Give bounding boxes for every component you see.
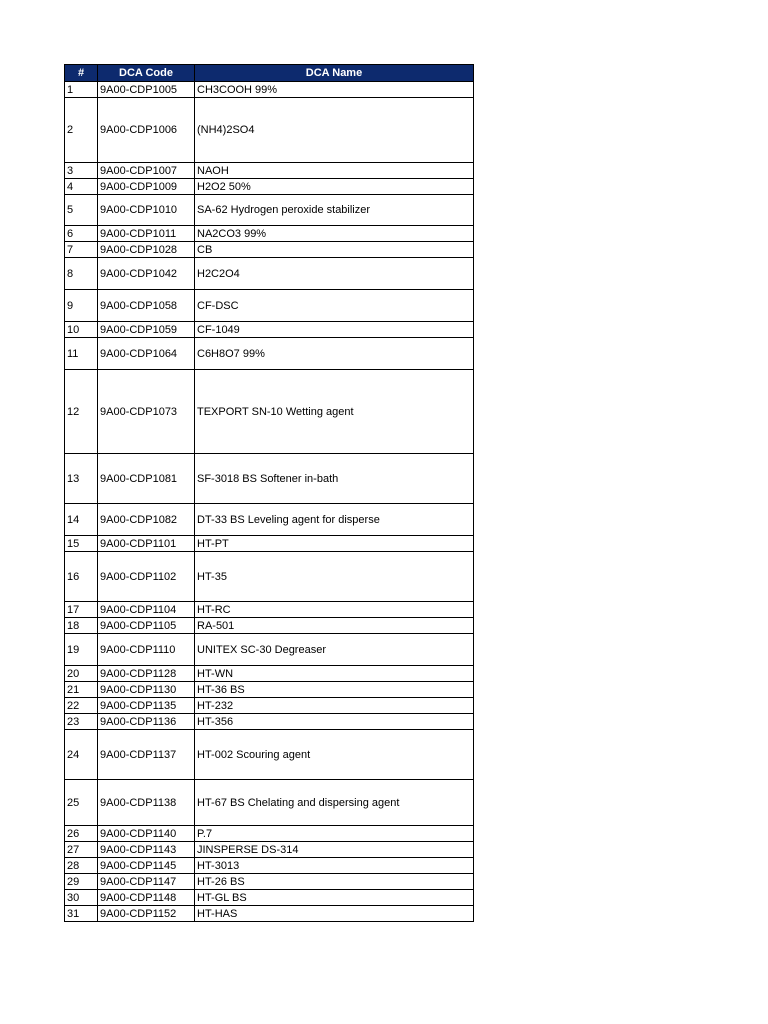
dca-name-cell: HT-36 BS (195, 682, 474, 698)
dca-code-cell: 9A00-CDP1005 (98, 82, 195, 98)
dca-code-cell: 9A00-CDP1007 (98, 163, 195, 179)
dca-name-cell: HT-3013 (195, 858, 474, 874)
row-number-cell: 21 (65, 682, 98, 698)
table-row (65, 730, 474, 780)
dca-table (64, 64, 474, 922)
dca-code-cell: 9A00-CDP1140 (98, 826, 195, 842)
row-number-cell: 26 (65, 826, 98, 842)
table-row (65, 826, 474, 842)
dca-name-cell: HT-26 BS (195, 874, 474, 890)
table-row (65, 242, 474, 258)
dca-name-cell: UNITEX SC-30 Degreaser (195, 634, 474, 666)
dca-name-cell: JINSPERSE DS-314 (195, 842, 474, 858)
table-row (65, 322, 474, 338)
table-row (65, 780, 474, 826)
table-row (65, 666, 474, 682)
dca-name-cell: CF-DSC (195, 290, 474, 322)
row-number-cell: 11 (65, 338, 98, 370)
row-number-cell: 27 (65, 842, 98, 858)
dca-name-cell: SF-3018 BS Softener in-bath (195, 454, 474, 504)
dca-code-cell: 9A00-CDP1138 (98, 780, 195, 826)
row-number-cell: 29 (65, 874, 98, 890)
dca-code-cell: 9A00-CDP1143 (98, 842, 195, 858)
table-row (65, 618, 474, 634)
dca-name-cell: C6H8O7 99% (195, 338, 474, 370)
row-number-cell: 1 (65, 82, 98, 98)
table-row (65, 874, 474, 890)
dca-code-cell: 9A00-CDP1064 (98, 338, 195, 370)
dca-name-cell: HT-35 (195, 552, 474, 602)
dca-name-cell: HT-232 (195, 698, 474, 714)
dca-code-cell: 9A00-CDP1137 (98, 730, 195, 780)
dca-name-cell: CH3COOH 99% (195, 82, 474, 98)
dca-name-cell: H2O2 50% (195, 179, 474, 195)
table-row (65, 258, 474, 290)
table-row (65, 179, 474, 195)
dca-code-cell: 9A00-CDP1136 (98, 714, 195, 730)
row-number-cell: 12 (65, 370, 98, 454)
row-number-cell: 31 (65, 906, 98, 922)
table-row (65, 842, 474, 858)
dca-code-cell: 9A00-CDP1101 (98, 536, 195, 552)
dca-name-cell: CF-1049 (195, 322, 474, 338)
dca-code-cell: 9A00-CDP1147 (98, 874, 195, 890)
dca-name-cell: NAOH (195, 163, 474, 179)
table-row (65, 602, 474, 618)
dca-name-cell: HT-RC (195, 602, 474, 618)
table-row (65, 634, 474, 666)
row-number-cell: 7 (65, 242, 98, 258)
table-row (65, 370, 474, 454)
row-number-cell: 13 (65, 454, 98, 504)
dca-name-cell: HT-356 (195, 714, 474, 730)
header-number: # (65, 65, 98, 82)
dca-code-cell: 9A00-CDP1104 (98, 602, 195, 618)
row-number-cell: 3 (65, 163, 98, 179)
header-row (65, 65, 474, 82)
dca-code-cell: 9A00-CDP1145 (98, 858, 195, 874)
dca-code-cell: 9A00-CDP1010 (98, 195, 195, 226)
dca-name-cell: P.7 (195, 826, 474, 842)
dca-code-cell: 9A00-CDP1110 (98, 634, 195, 666)
table-row (65, 682, 474, 698)
dca-name-cell: HT-HAS (195, 906, 474, 922)
row-number-cell: 8 (65, 258, 98, 290)
dca-code-cell: 9A00-CDP1082 (98, 504, 195, 536)
dca-name-cell: TEXPORT SN-10 Wetting agent (195, 370, 474, 454)
dca-code-cell: 9A00-CDP1135 (98, 698, 195, 714)
dca-name-cell: RA-501 (195, 618, 474, 634)
dca-code-cell: 9A00-CDP1130 (98, 682, 195, 698)
table-row (65, 858, 474, 874)
dca-code-cell: 9A00-CDP1042 (98, 258, 195, 290)
dca-code-cell: 9A00-CDP1006 (98, 98, 195, 163)
table-body (65, 82, 474, 922)
table-row (65, 226, 474, 242)
table-row (65, 338, 474, 370)
row-number-cell: 16 (65, 552, 98, 602)
dca-name-cell: HT-GL BS (195, 890, 474, 906)
row-number-cell: 17 (65, 602, 98, 618)
table-row (65, 536, 474, 552)
row-number-cell: 15 (65, 536, 98, 552)
dca-code-cell: 9A00-CDP1073 (98, 370, 195, 454)
row-number-cell: 10 (65, 322, 98, 338)
dca-code-cell: 9A00-CDP1148 (98, 890, 195, 906)
row-number-cell: 25 (65, 780, 98, 826)
row-number-cell: 22 (65, 698, 98, 714)
dca-name-cell: NA2CO3 99% (195, 226, 474, 242)
dca-code-cell: 9A00-CDP1105 (98, 618, 195, 634)
dca-code-cell: 9A00-CDP1152 (98, 906, 195, 922)
row-number-cell: 6 (65, 226, 98, 242)
table-row (65, 98, 474, 163)
dca-name-cell: CB (195, 242, 474, 258)
dca-code-cell: 9A00-CDP1058 (98, 290, 195, 322)
dca-name-cell: (NH4)2SO4 (195, 98, 474, 163)
table-row (65, 890, 474, 906)
table-row (65, 698, 474, 714)
row-number-cell: 30 (65, 890, 98, 906)
row-number-cell: 20 (65, 666, 98, 682)
dca-code-cell: 9A00-CDP1102 (98, 552, 195, 602)
table-row (65, 454, 474, 504)
table-row (65, 290, 474, 322)
dca-code-cell: 9A00-CDP1059 (98, 322, 195, 338)
table-row (65, 504, 474, 536)
dca-code-cell: 9A00-CDP1009 (98, 179, 195, 195)
dca-name-cell: SA-62 Hydrogen peroxide stabilizer (195, 195, 474, 226)
row-number-cell: 19 (65, 634, 98, 666)
row-number-cell: 14 (65, 504, 98, 536)
table-row (65, 552, 474, 602)
row-number-cell: 4 (65, 179, 98, 195)
dca-name-cell: HT-002 Scouring agent (195, 730, 474, 780)
header-dca-name: DCA Name (195, 65, 474, 82)
row-number-cell: 18 (65, 618, 98, 634)
row-number-cell: 24 (65, 730, 98, 780)
header-dca-code: DCA Code (98, 65, 195, 82)
table-row (65, 82, 474, 98)
dca-name-cell: HT-WN (195, 666, 474, 682)
table-row (65, 195, 474, 226)
dca-name-cell: H2C2O4 (195, 258, 474, 290)
table-row (65, 163, 474, 179)
dca-code-cell: 9A00-CDP1028 (98, 242, 195, 258)
dca-name-cell: HT-67 BS Chelating and dispersing agent (195, 780, 474, 826)
row-number-cell: 5 (65, 195, 98, 226)
row-number-cell: 9 (65, 290, 98, 322)
table-row (65, 714, 474, 730)
row-number-cell: 28 (65, 858, 98, 874)
dca-code-cell: 9A00-CDP1081 (98, 454, 195, 504)
row-number-cell: 2 (65, 98, 98, 163)
dca-code-cell: 9A00-CDP1128 (98, 666, 195, 682)
table-row (65, 906, 474, 922)
dca-name-cell: DT-33 BS Leveling agent for disperse (195, 504, 474, 536)
dca-name-cell: HT-PT (195, 536, 474, 552)
row-number-cell: 23 (65, 714, 98, 730)
dca-code-cell: 9A00-CDP1011 (98, 226, 195, 242)
